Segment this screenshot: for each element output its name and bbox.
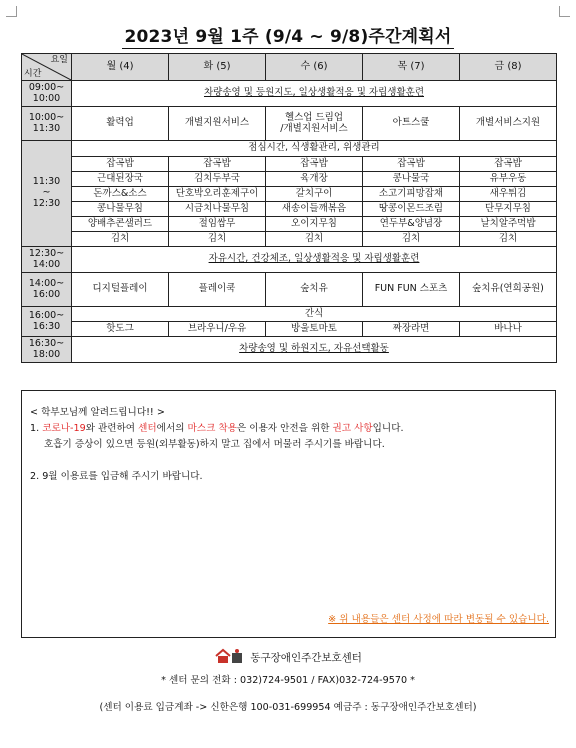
menu-cell: 김치 [169,232,266,247]
menu-cell: 갈치구이 [266,187,363,202]
menu-cell: 연두부&양념장 [363,217,460,232]
org-logo-row [0,648,576,667]
table-row [22,81,557,107]
menu-cell: 김치 [266,232,363,247]
table-row [22,172,557,187]
menu-cell: 김치 [363,232,460,247]
table-row [22,187,557,202]
time-cell: 16:30~ 18:00 [22,337,72,363]
menu-cell: 절임쌈무 [169,217,266,232]
activity-cell: 숲치유(연희공원) [460,273,557,307]
menu-cell: 콩나물무침 [72,202,169,217]
activity-cell: 디지털플레이 [72,273,169,307]
parent-notice-box [21,390,556,638]
activity-cell: 개별서비스지원 [460,107,557,141]
time-cell: 12:30~ 14:00 [22,247,72,273]
activity-cell: FUN FUN 스포츠 [363,273,460,307]
time-cell: 11:30 ~ 12:30 [22,141,72,247]
menu-cell: 잡곡밥 [363,157,460,172]
menu-cell: 김치두부국 [169,172,266,187]
menu-cell: 잡곡밥 [266,157,363,172]
table-row [22,141,557,157]
table-row [22,107,557,141]
time-cell: 09:00~ 10:00 [22,81,72,107]
menu-cell: 김치 [460,232,557,247]
page-title: 2023년 9월 1주 (9/4 ~ 9/8)주간계획서 [124,27,452,47]
day-header-wed: 수 (6) [266,54,363,81]
activity-cell: 개별지원서비스 [169,107,266,141]
time-cell: 14:00~ 16:00 [22,273,72,307]
menu-cell: 잡곡밥 [169,157,266,172]
table-row [22,273,557,307]
menu-cell: 잡곡밥 [72,157,169,172]
notice-item-2: 2. 9월 이용료를 입금해 주시기 바랍니다. [30,471,203,482]
bank-account-info: (센터 이용료 입금계좌 -> 신한은행 100-031-699954 예금주 : 동구장애인주간보호센터) [99,702,477,713]
table-row [22,307,557,322]
corner-crop-mark-right [559,6,570,17]
weekly-schedule-table [21,53,557,363]
snack-cell: 브라우니/우유 [169,322,266,337]
notice-item-1-continued: 호흡기 증상이 있으면 등원(외부활동)하지 말고 집에서 머물러 주시기를 바랍니다. [44,439,385,450]
menu-cell: 오이지무침 [266,217,363,232]
activity-cell: 플레이쿡 [169,273,266,307]
menu-cell: 육개장 [266,172,363,187]
merged-activity-cell: 차량송영 및 하원지도, 자유선택활동 [72,337,557,363]
menu-cell: 양배추콘샐러드 [72,217,169,232]
menu-cell: 콩나물국 [363,172,460,187]
menu-cell: 시금치나물무침 [169,202,266,217]
notice-heading: < 학부모님께 알려드립니다!! > [30,407,165,418]
corner-crop-mark-left [6,6,17,17]
activity-cell: 활력업 [72,107,169,141]
menu-cell: 단호박오리훈제구이 [169,187,266,202]
merged-activity-cell: 차량송영 및 등원지도, 일상생활적응 및 자립생활훈련 [72,81,557,107]
table-row [22,157,557,172]
menu-cell: 새우튀김 [460,187,557,202]
table-row [22,337,557,363]
day-header-fri: 금 (8) [460,54,557,81]
day-header-thu: 목 (7) [363,54,460,81]
table-row [22,322,557,337]
table-row [22,232,557,247]
lunch-title-cell: 점심시간, 식생활관리, 위생관리 [72,141,557,157]
snack-cell: 바나나 [460,322,557,337]
table-row [22,217,557,232]
corner-time-label: 시간 [24,68,42,79]
corner-header-cell [22,54,72,81]
table-header-row [22,54,557,81]
menu-cell: 새송이들깨볶음 [266,202,363,217]
snack-cell: 방울토마토 [266,322,363,337]
menu-cell: 잡곡밥 [460,157,557,172]
activity-cell: 숲치유 [266,273,363,307]
snack-title-cell: 간식 [72,307,557,322]
org-name: 동구장애인주간보호센터 [250,652,362,664]
menu-cell: 날치알주먹밥 [460,217,557,232]
menu-cell: 땅콩이몬드조림 [363,202,460,217]
menu-cell: 김치 [72,232,169,247]
activity-cell: 헬스업 드림업 /개별지원서비스 [266,107,363,141]
time-cell: 16:00~ 16:30 [22,307,72,337]
menu-cell: 근대된장국 [72,172,169,187]
merged-activity-cell: 자유시간, 건강체조, 일상생활적응 및 자립생활훈련 [72,247,557,273]
table-row [22,202,557,217]
menu-cell: 돈까스&소스 [72,187,169,202]
notice-item-1: 1. 코로나-19와 관련하여 센터에서의 마스크 착용은 이용자 안전을 위한 권고 사항입니다. [30,423,404,434]
day-header-mon: 월 (4) [72,54,169,81]
snack-cell: 짜장라면 [363,322,460,337]
time-cell: 10:00~ 11:30 [22,107,72,141]
menu-cell: 단무지무침 [460,202,557,217]
activity-cell: 아트스쿨 [363,107,460,141]
table-row [22,247,557,273]
notice-footer: ※ 위 내용들은 센터 사정에 따라 변동될 수 있습니다. [328,613,549,625]
snack-cell: 핫도그 [72,322,169,337]
menu-cell: 유부우동 [460,172,557,187]
day-header-tue: 화 (5) [169,54,266,81]
corner-day-label: 요일 [50,55,68,65]
contact-info: * 센터 문의 전화 : 032)724-9501 / FAX)032-724-9570 * [161,675,415,686]
center-logo-icon [214,648,244,667]
menu-cell: 소고기피망잡채 [363,187,460,202]
